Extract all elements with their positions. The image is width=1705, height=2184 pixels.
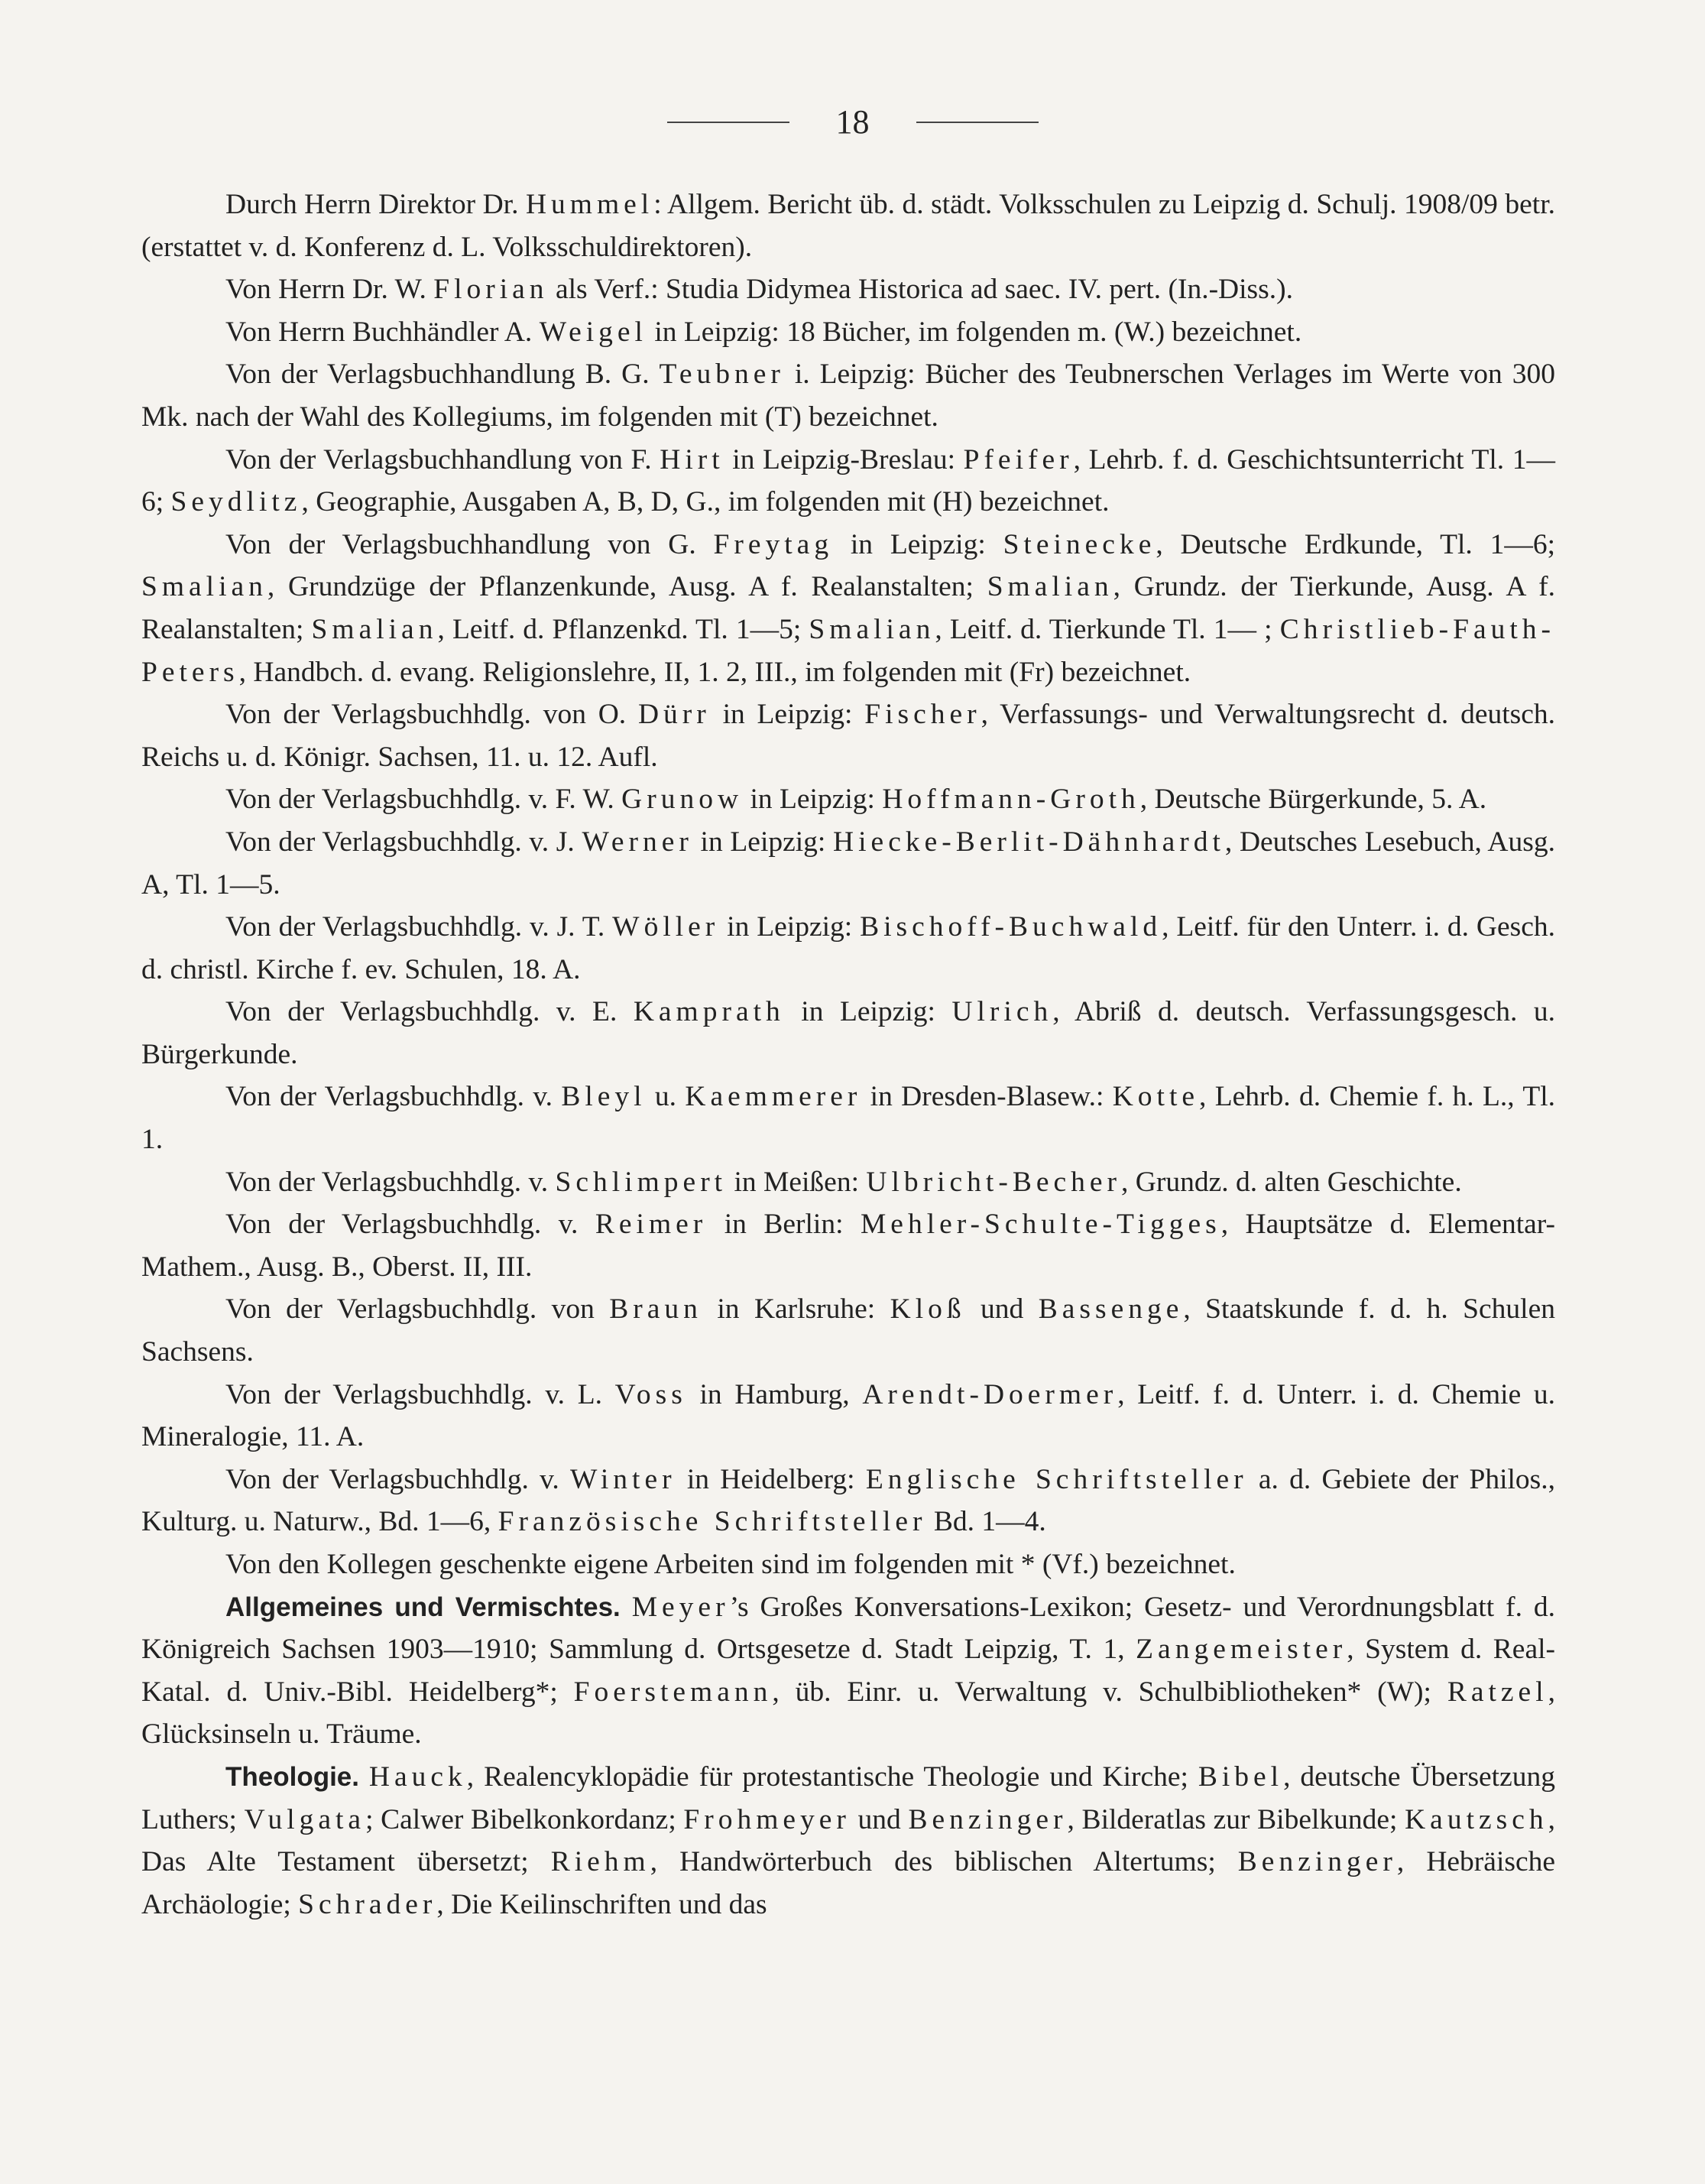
text-run: , Glücksinseln u. Träume. xyxy=(141,1676,1555,1751)
spaced-name: Teubner xyxy=(659,359,785,391)
spaced-name: Hirt xyxy=(660,443,724,475)
paragraph xyxy=(141,1586,1555,1756)
text-run: Von der Verlagsbuchhdlg. von xyxy=(225,1293,610,1326)
text-run: und xyxy=(850,1803,909,1835)
spaced-name: Winter xyxy=(570,1463,676,1495)
text-run: in Leipzig: xyxy=(743,784,883,816)
paragraph xyxy=(141,311,1555,354)
text-run: Von der Verlagsbuchhdlg. von O. xyxy=(225,699,638,731)
spaced-name: Hoffmann-Groth xyxy=(882,784,1140,816)
spaced-name: Ratzel xyxy=(1447,1676,1548,1708)
text-run: , Deutsche Erdkunde, Tl. 1—6; xyxy=(1156,528,1555,560)
text-run: , System d. Real-Katal. d. Univ.-Bibl. Heidelberg*; xyxy=(141,1634,1555,1708)
spaced-name: Reimer xyxy=(595,1209,708,1241)
text-run: , Bilderatlas zur Bibelkunde; xyxy=(1067,1803,1405,1835)
spaced-name: Kloß xyxy=(890,1293,966,1326)
text-run: , Handbch. d. evang. Religionslehre, II, 1. 2, III., im folgenden mit (Fr) bezeichnet. xyxy=(238,656,1191,688)
header-rule-right xyxy=(916,122,1039,123)
spaced-name: Braun xyxy=(609,1293,702,1326)
text-run: in Hamburg, xyxy=(686,1378,863,1410)
section-heading: Theologie. xyxy=(225,1761,359,1792)
spaced-name: Werner xyxy=(582,826,693,858)
paragraph xyxy=(141,1076,1555,1160)
text-run: , Leitf. für den Unterr. i. d. Gesch. d. christl. Kirche f. ev. Schulen, 18. A. xyxy=(141,911,1556,985)
text-run: in Leipzig: xyxy=(833,528,1003,560)
text-run: Von der Verlagsbuchhdlg. v. xyxy=(225,1209,595,1241)
text-run: , Lehrb. d. Chemie f. h. L., Tl. 1. xyxy=(141,1081,1556,1156)
spaced-name: Hiecke-Berlit-Dähnhardt xyxy=(833,826,1225,858)
text-run: , Leitf. d. Tierkunde Tl. 1— ; xyxy=(935,613,1280,645)
text-run: Von der Verlagsbuchhdlg. v. J. T. xyxy=(225,911,613,943)
text-run: Von den Kollegen geschenkte eigene Arbeiten sind im folgenden mit * (Vf.) bezeichnet. xyxy=(225,1549,1236,1580)
paragraph xyxy=(141,1374,1555,1459)
spaced-name: Benzinger xyxy=(1237,1846,1397,1878)
paragraph xyxy=(141,1543,1555,1586)
text-run: , Handwörterbuch des biblischen Altertums; xyxy=(650,1846,1238,1878)
spaced-name: Kotte xyxy=(1112,1081,1200,1113)
spaced-name: Kamprath xyxy=(633,996,785,1028)
text-run: in Dresden-Blasew.: xyxy=(861,1081,1113,1113)
paragraph xyxy=(141,693,1555,778)
spaced-name: Smalian xyxy=(141,571,267,603)
text-run: , Das Alte Testament übersetzt; xyxy=(141,1803,1555,1878)
spaced-name: Smalian xyxy=(311,613,438,645)
text-run: , Hauptsätze d. Elementar-Mathem., Ausg. B., Oberst. II, III. xyxy=(141,1209,1555,1283)
text-run: , Grundzüge der Pflanzenkunde, Ausg. A f. Realanstalten; xyxy=(267,571,987,603)
text-run: Von der Verlagsbuchhdlg. v. F. W. xyxy=(225,784,622,816)
text-run: in Leipzig: xyxy=(784,996,952,1028)
text-run: Von der Verlagsbuchhdlg. v. xyxy=(225,1463,570,1495)
spaced-name: Zangemeister xyxy=(1136,1634,1347,1666)
spaced-name: Bassenge xyxy=(1038,1293,1184,1326)
spaced-name: Vulgata xyxy=(244,1803,366,1835)
spaced-name: Seydlitz xyxy=(170,486,302,518)
spaced-name: Kaemmerer xyxy=(685,1081,862,1113)
spaced-name: Steinecke xyxy=(1003,528,1156,560)
text-run: , Grundz. der Tierkunde, Ausg. A f. Realanstalten; xyxy=(141,571,1555,645)
spaced-name: Grunow xyxy=(621,784,744,816)
spaced-name: Schrader xyxy=(298,1888,437,1920)
spaced-name: Ulbricht-Becher xyxy=(866,1166,1122,1198)
section-heading: Allgemeines und Vermischtes. xyxy=(225,1592,621,1622)
paragraph xyxy=(141,1203,1555,1288)
text-run: ; Calwer Bibelkonkordanz; xyxy=(365,1803,684,1835)
spaced-name: Mehler-Schulte-Tigges xyxy=(860,1209,1221,1241)
paragraph xyxy=(141,1756,1555,1926)
spaced-name: Dürr xyxy=(637,699,711,731)
spaced-name: Foerstemann xyxy=(573,1676,773,1708)
text-run: in Leipzig: xyxy=(710,699,865,731)
text-run: , Die Keilinschriften und das xyxy=(436,1888,767,1920)
spaced-name: Hummel xyxy=(525,189,654,220)
text-run: Von der Verlagsbuchhdlg. v. E. xyxy=(225,996,634,1028)
spaced-name: Voss xyxy=(614,1378,687,1410)
spaced-name: Arendt-Doermer xyxy=(862,1378,1118,1410)
text-run: , Hebräische Archäologie; xyxy=(141,1846,1555,1920)
text-run: , Realencyklopädie für protestantische Theologie und Kirche; xyxy=(466,1761,1198,1793)
text-run: , Lehrb. f. d. Geschichtsunterricht Tl. 1—6; xyxy=(141,443,1555,518)
text-run: , Deutsche Bürgerkunde, 5. A. xyxy=(1139,784,1487,816)
spaced-name: Meyer xyxy=(631,1591,730,1623)
text-run: a. d. Gebiete der Philos., Kulturg. u. Naturw., Bd. 1—6, xyxy=(141,1463,1556,1538)
text-run: Durch Herrn Direktor Dr. xyxy=(225,189,526,220)
text-run: in Meißen: xyxy=(727,1166,867,1198)
text-run: : Allgem. Bericht üb. d. städt. Volksschulen zu Leipzig d. Schulj. 1908/09 betr. (erstattet v. d. Konferenz d. L. Volksschuldirektoren). xyxy=(141,189,1555,263)
body-text xyxy=(141,183,1555,1926)
text-run: in Leipzig: xyxy=(692,826,834,858)
page-number: 18 xyxy=(835,103,870,141)
text-run: ’s Großes Konversations-Lexikon; Gesetz- und Verordnungsblatt f. d. Königreich Sachsen 1903—1910; Sammlung d. Ortsgesetze d. Stadt Leipzig, T. 1, xyxy=(141,1591,1555,1666)
text-run: i. Leipzig: Bücher des Teubnerschen Verlages im Werte von 300 Mk. nach der Wahl des Kollegiums, im folgenden mit (T) bezeichnet. xyxy=(141,359,1555,433)
text-run: , Verfassungs- und Verwaltungsrecht d. deutsch. Reichs u. d. Königr. Sachsen, 11. u. 12. Aufl. xyxy=(141,699,1555,773)
paragraph xyxy=(141,778,1555,821)
text-run: in Heidelberg: xyxy=(676,1463,866,1495)
text-run: Von der Verlagsbuchhdlg. v. L. xyxy=(225,1378,615,1410)
text-run: Von Herrn Dr. W. xyxy=(225,274,434,306)
spaced-name: Bibel xyxy=(1198,1761,1284,1793)
spaced-name: Ulrich xyxy=(951,996,1053,1028)
paragraph xyxy=(141,906,1555,991)
spaced-name: Schlimpert xyxy=(555,1166,728,1198)
header-rule-left xyxy=(667,122,789,123)
paragraph xyxy=(141,183,1555,268)
text-run: in Leipzig-Breslau: xyxy=(724,443,964,475)
text-run: Von der Verlagsbuchhdlg. v. xyxy=(225,1081,562,1113)
text-run: als Verf.: Studia Didymea Historica ad saec. IV. pert. (In.-Diss.). xyxy=(548,274,1293,306)
text-run: , Deutsches Lesebuch, Ausg. A, Tl. 1—5. xyxy=(141,826,1555,901)
text-run: , Abriß d. deutsch. Verfassungsgesch. u. Bürgerkunde. xyxy=(141,996,1555,1070)
text-run: u. xyxy=(646,1081,686,1113)
paragraph xyxy=(141,1161,1555,1204)
text-run: , Leitf. d. Pflanzenkd. Tl. 1—5; xyxy=(437,613,809,645)
paragraph xyxy=(141,353,1555,438)
spaced-name: Wöller xyxy=(612,911,720,943)
text-run: , Leitf. f. d. Unterr. i. d. Chemie u. Mineralogie, 11. A. xyxy=(141,1378,1555,1453)
text-run xyxy=(621,1592,632,1623)
spaced-name: Französische Schriftsteller xyxy=(498,1506,927,1538)
spaced-name: Riehm xyxy=(550,1846,650,1878)
text-run: Von der Verlagsbuchhdlg. v. xyxy=(225,1166,556,1198)
spaced-name: Bleyl xyxy=(561,1081,647,1113)
text-run: Von der Verlagsbuchhandlung von G. xyxy=(225,528,714,560)
paragraph xyxy=(141,439,1555,524)
text-run: Bd. 1—4. xyxy=(926,1506,1046,1538)
text-run: Von Herrn Buchhändler A. xyxy=(225,316,540,348)
spaced-name: Pfeifer xyxy=(963,443,1074,475)
text-run: , Grundz. d. alten Geschichte. xyxy=(1121,1166,1462,1198)
spaced-name: Fischer xyxy=(864,699,981,731)
text-run: , üb. Einr. u. Verwaltung v. Schulbibliotheken* (W); xyxy=(772,1676,1447,1708)
text-run: , Staatskunde f. d. h. Schulen Sachsens. xyxy=(141,1293,1555,1368)
spaced-name: Weigel xyxy=(539,316,647,348)
spaced-name: Frohmeyer xyxy=(683,1803,851,1835)
paragraph xyxy=(141,1288,1555,1373)
text-run: in Karlsruhe: xyxy=(702,1293,890,1326)
paragraph xyxy=(141,991,1555,1076)
spaced-name: Christlieb-Fauth-Peters xyxy=(141,613,1556,688)
text-run: Von der Verlagsbuchhandlung von F. xyxy=(225,443,660,475)
text-run: in Leipzig: xyxy=(719,911,861,943)
spaced-name: Kautzsch xyxy=(1405,1803,1548,1835)
paragraph xyxy=(141,821,1555,906)
text-run xyxy=(359,1761,369,1793)
text-run: Von der Verlagsbuchhdlg. v. J. xyxy=(225,826,582,858)
spaced-name: Bischoff-Buchwald xyxy=(860,911,1162,943)
spaced-name: Smalian xyxy=(987,571,1113,603)
text-run: Von der Verlagsbuchhandlung B. G. xyxy=(225,359,660,391)
paragraph xyxy=(141,524,1555,693)
page-header xyxy=(0,99,1705,141)
text-run: , deutsche Übersetzung Luthers; xyxy=(141,1761,1555,1835)
text-run: in Leipzig: 18 Bücher, im folgenden m. (W.) bezeichnet. xyxy=(647,316,1302,348)
spaced-name: Hauck xyxy=(368,1761,467,1793)
text-run: und xyxy=(965,1293,1039,1326)
spaced-name: Smalian xyxy=(809,613,935,645)
paragraph xyxy=(141,268,1555,311)
spaced-name: Freytag xyxy=(713,528,834,560)
spaced-name: Benzinger xyxy=(908,1803,1068,1835)
text-run: , Geographie, Ausgaben A, B, D, G., im folgenden mit (H) bezeichnet. xyxy=(301,486,1110,518)
spaced-name: Englische Schriftsteller xyxy=(865,1463,1248,1495)
text-run: in Berlin: xyxy=(707,1209,861,1241)
spaced-name: Florian xyxy=(433,274,549,306)
paragraph xyxy=(141,1459,1555,1543)
